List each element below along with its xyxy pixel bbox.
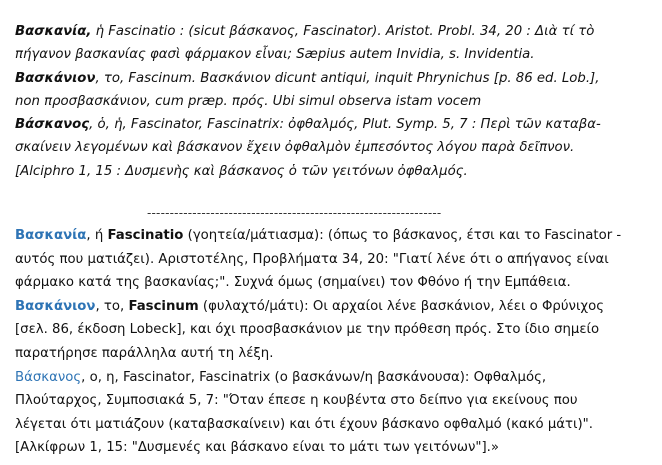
latin-entry-line bbox=[15, 160, 648, 183]
greek-entry-line bbox=[15, 271, 648, 295]
greek-entry-line bbox=[15, 295, 648, 319]
latin-entry-line bbox=[15, 90, 648, 113]
greek-entry-lemma: Βάσκανος bbox=[15, 369, 82, 385]
greek-entry-text: [σελ. 86, έκδοση Lobeck], και όχι προσβασκάνιον με την πρόθεση πρός. Στο ίδιο σημείο bbox=[15, 322, 600, 338]
latin-term: Fascinatio bbox=[107, 228, 184, 244]
latin-entry-text: non προσβασκάνιον, cum præp. πρός. Ubi simul observa istam vocem bbox=[15, 93, 482, 109]
greek-entry-line bbox=[15, 413, 648, 437]
latin-entry-text: ἡ Fascinatio : (sicut βάσκανος, Fascinator). Aristot. Probl. 34, 20 : Διὰ τί τὸ bbox=[91, 24, 595, 39]
greek-entry-text: , ο, η, Fascinator, Fascinatrix (ο βασκάνων/η βασκάνουσα): Οφθαλμός, bbox=[81, 369, 547, 385]
latin-entry-text: , ὁ, ἡ, Fascinator, Fascinatrix: ὀφθαλμός, Plut. Symp. 5, 7 : Περὶ τῶν καταβα- bbox=[89, 117, 601, 133]
greek-entry-text: , ή bbox=[86, 228, 108, 244]
latin-entry-line bbox=[15, 113, 648, 136]
latin-entry-headword: Βασκάνιον bbox=[15, 70, 96, 86]
greek-entry-text: αυτός που ματιάζει). Αριστοτέλης, Προβλήματα 34, 20: "Γιατί λένε ότι ο απήγανος είναι bbox=[15, 251, 609, 267]
greek-entry-line bbox=[15, 248, 648, 272]
greek-entry-text: φάρμακο κατά της βασκανίας;". Συχνά όμως (σημαίνει) τον Φθόνο ή την Εμπάθεια. bbox=[15, 275, 571, 291]
latin-entry-text: πήγανον βασκανίας φασὶ φάρμακον εἶναι; Sæpius autem Invidia, s. Invidentia. bbox=[15, 47, 535, 63]
latin-entry-text: [Alciphro 1, 15 : Δυσμενὴς καὶ βάσκανος ὁ τῶν γειτόνων ὀφθαλμός. bbox=[15, 163, 468, 179]
latin-entry-text: σκαίνειν λεγομένων καὶ βάσκανον ἔχειν ὀφθαλμὸν ἐμπεσόντος λόγου παρὰ δεῖπνον. bbox=[15, 140, 575, 156]
greek-entry-text: (φυλαχτό/μάτι): Οι αρχαίοι λένε βασκάνιον, λέει ο Φρύνιχος bbox=[198, 298, 604, 314]
greek-entry-text: παρατήρησε παράλληλα αυτή τη λέξη. bbox=[15, 346, 274, 362]
greek-entry-line bbox=[15, 342, 648, 366]
greek-entry-line bbox=[15, 224, 648, 248]
greek-entry-line bbox=[15, 366, 648, 390]
latin-entry-line bbox=[15, 136, 648, 159]
latin-entry-headword: Βασκανία, bbox=[15, 24, 92, 39]
greek-entry-text: , το, bbox=[95, 298, 129, 314]
latin-entry-line bbox=[15, 67, 648, 90]
greek-entry-text: λέγεται ότι ματιάζουν (καταβασκαίνειν) και ότι έχουν βάσκανο οφθαλμό (κακό μάτι)". bbox=[15, 416, 593, 432]
latin-entry-headword: Βάσκανος bbox=[15, 117, 90, 133]
greek-entry-text: Πλούταρχος, Συμποσιακά 5, 7: "Όταν έπεσε η κουβέντα στο δείπνο για εκείνους που bbox=[15, 393, 578, 409]
latin-entry-line bbox=[15, 20, 648, 43]
latin-entry-text: , το, Fascinum. Βασκάνιον dicunt antiqui, inquit Phrynichus [p. 86 ed. Lob.], bbox=[95, 70, 600, 86]
section-divider: ----------------------------------------------------------------- bbox=[147, 207, 442, 220]
greek-entry-line bbox=[15, 436, 648, 460]
greek-entry-line bbox=[15, 389, 648, 413]
latin-entry-line bbox=[15, 43, 648, 66]
latin-term: Fascinum bbox=[128, 298, 199, 314]
greek-entry-lemma: Βασκάνιον bbox=[15, 298, 96, 314]
greek-entry-line bbox=[15, 318, 648, 342]
greek-entry-text: (γοητεία/μάτιασμα): (όπως το βάσκανος, έτσι και το Fascinator - bbox=[183, 228, 622, 244]
greek-translation-section bbox=[15, 224, 648, 460]
latin-lexicon-section bbox=[15, 20, 648, 183]
greek-entry-lemma: Βασκανία bbox=[15, 228, 87, 244]
greek-entry-text: [Αλκίφρων 1, 15: "Δυσμενές και βάσκανο είναι το μάτι των γειτόνων"].» bbox=[15, 440, 499, 456]
